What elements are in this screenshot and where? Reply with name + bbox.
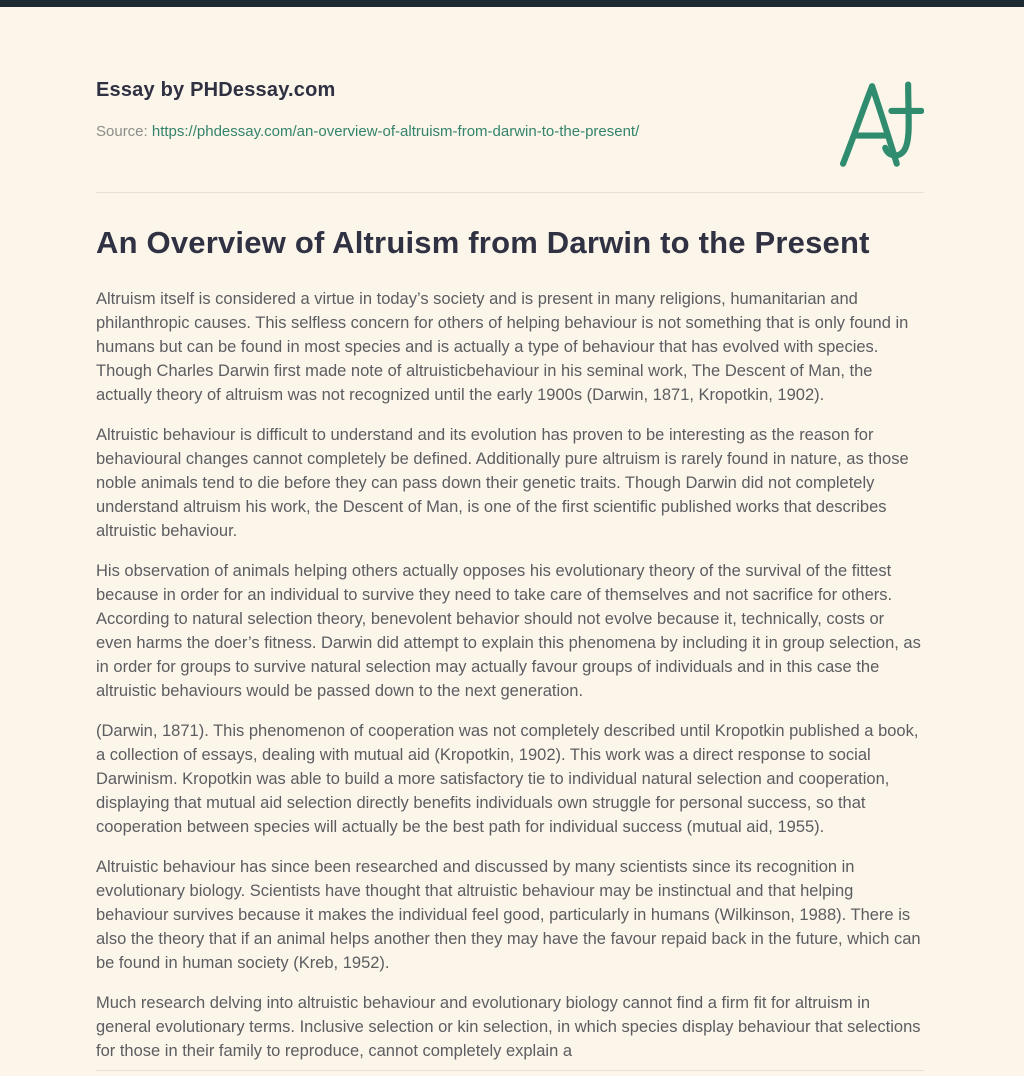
header-text-block (96, 77, 639, 141)
content-area (0, 77, 1024, 1063)
phdessay-logo-icon (836, 79, 924, 171)
header-divider (96, 192, 924, 193)
essay-paragraph-5: Altruistic behaviour has since been researched and discussed by many scientists since its recognition in evolutionary biology. Scientists have thought that altruistic behaviour may be instinctual and that helping behaviour survives because it makes the individual feel good, particularly in humans (Wilkinson, 1988). There is also the theory that if an animal helps another then they may have the favour repaid back in the future, which can be found in human society (Kreb, 1952). (96, 858, 921, 972)
essay-paragraph-2: Altruistic behaviour is difficult to understand and its evolution has proven to be interesting as the reason for behavioural changes cannot completely be defined. Additionally pure altruism is rarely found in nature, as those noble animals tend to die before they can pass down their genetic traits. Though Darwin did not completely understand altruism his work, the Descent of Man, is one of the first scientific published works that describes altruistic behaviour. (96, 426, 909, 540)
source-label: Source: (96, 123, 148, 140)
top-border (0, 0, 1024, 7)
essay-paragraph-1: Altruism itself is considered a virtue in today’s society and is present in many religions, humanitarian and philanthropic causes. This selfless concern for others of helping behaviour is not something that is only found in humans but can be found in most species and is actually a type of behaviour that has evolved with species. Though Charles Darwin first made note of altruisticbehaviour in his seminal work, The Descent of Man, the actually theory of altruism was not recognized until the early 1900s (Darwin, 1871, Kropotkin, 1902). (96, 290, 909, 404)
essay-paragraph-3: His observation of animals helping others actually opposes his evolutionary theory of the survival of the fittest because in order for an individual to survive they need to take care of themselves and not sacrifice for others. According to natural selection theory, benevolent behavior should not evolve because it, technically, costs or even harms the doer’s fitness. Darwin did attempt to explain this phenomena by including it in group selection, as in order for groups to survive natural selection may actually favour groups of individuals and in this case the altruistic behaviours would be passed down to the next generation. (96, 562, 921, 700)
byline: Essay by PHDessay.com (96, 79, 336, 101)
essay-paragraph-6: Much research delving into altruistic behaviour and evolutionary biology cannot find a firm fit for altruism in general evolutionary terms. Inclusive selection or kin selection, in which species display behaviour that selections for those in their family to reproduce, cannot completely explain a (96, 994, 921, 1060)
essay-title: An Overview of Altruism from Darwin to the Present (96, 225, 870, 260)
bottom-divider (96, 1070, 924, 1071)
essay-paragraph-4: (Darwin, 1871). This phenomenon of cooperation was not completely described until Kropotkin published a book, a collection of essays, dealing with mutual aid (Kropotkin, 1902). This work was a direct response to social Darwinism. Kropotkin was able to build a more satisfactory tie to individual natural selection and cooperation, displaying that mutual aid selection directly benefits individuals own struggle for personal success, so that cooperation between species will actually be the best path for individual success (mutual aid, 1955). (96, 722, 919, 836)
page-header (96, 77, 924, 171)
source-link[interactable]: https://phdessay.com/an-overview-of-altruism-from-darwin-to-the-present/ (151, 123, 640, 140)
source-line (96, 123, 639, 141)
